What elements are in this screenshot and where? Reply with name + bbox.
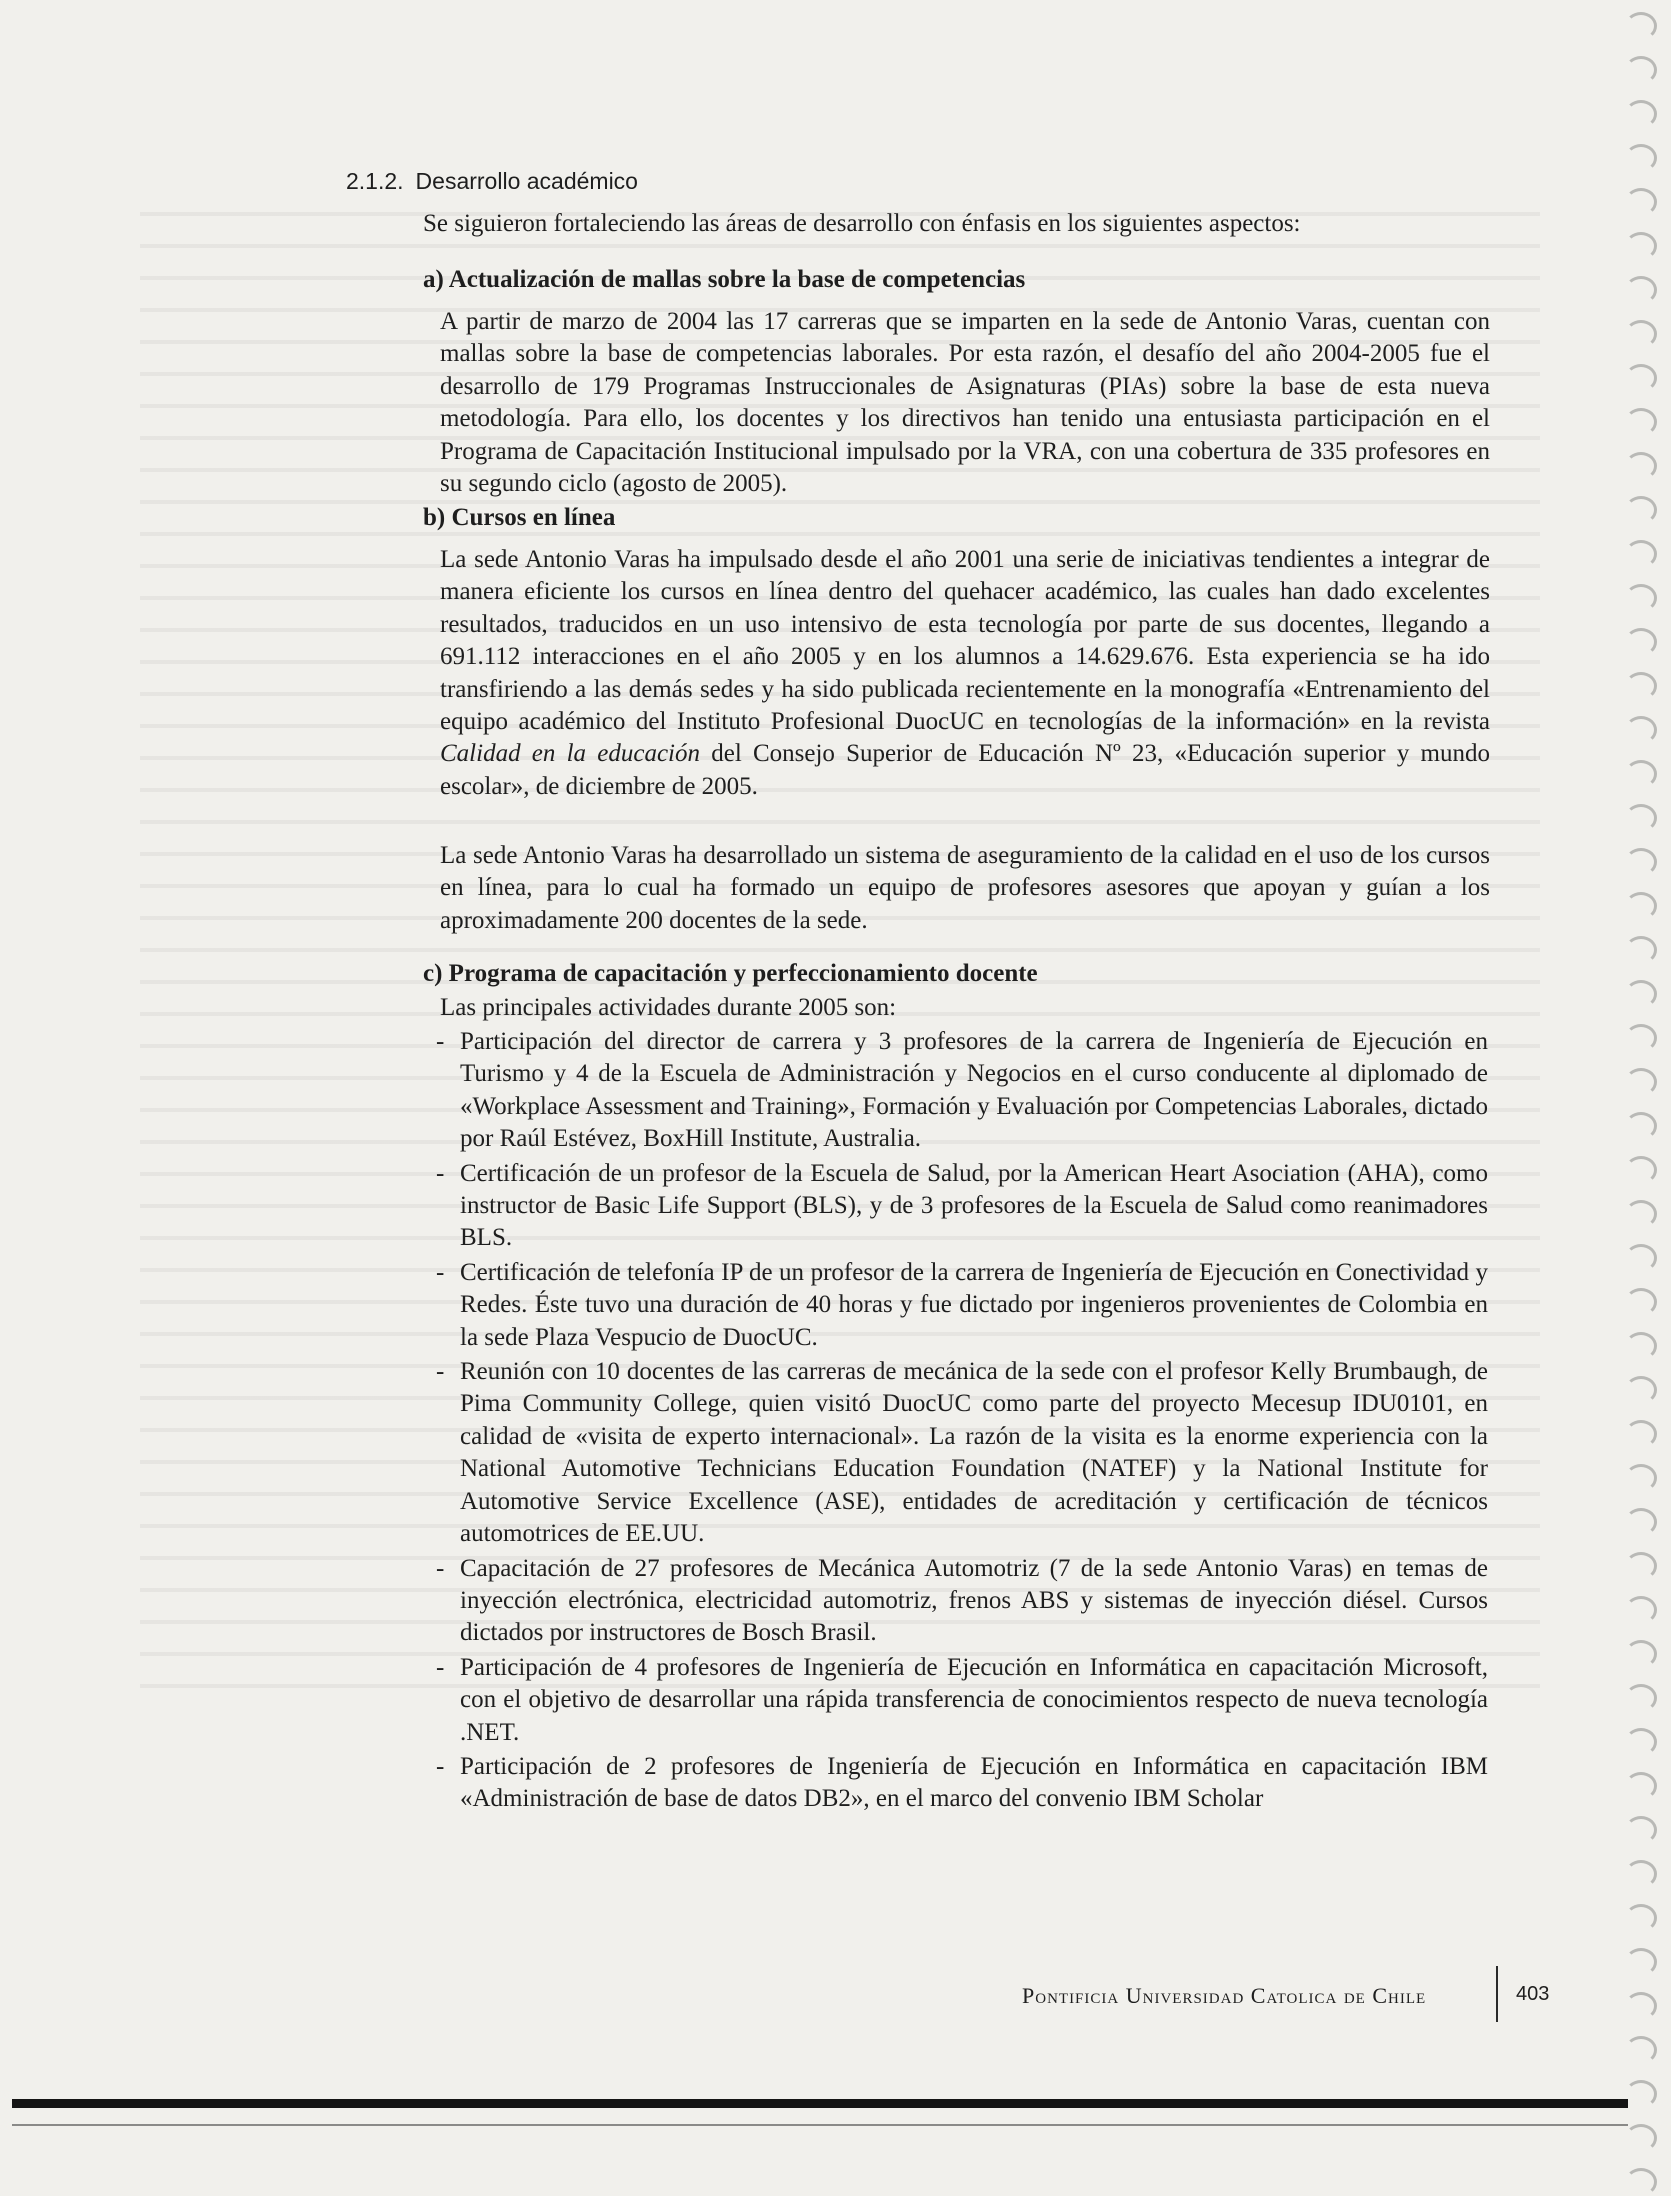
binding-ring: [1625, 1772, 1657, 1800]
journal-title: Calidad en la educación: [440, 740, 700, 768]
binding-ring: [1625, 1508, 1657, 1536]
binding-ring: [1625, 1860, 1657, 1888]
binding-ring: [1625, 1244, 1657, 1272]
binding-ring: [1625, 232, 1657, 260]
binding-ring: [1625, 188, 1657, 216]
binding-ring: [1625, 1904, 1657, 1932]
binding-ring: [1625, 2168, 1657, 2196]
binding-ring: [1625, 1024, 1657, 1052]
activities-lead: Las principales actividades durante 2005 son:: [440, 994, 897, 1021]
binding-ring: [1625, 672, 1657, 700]
paragraph-cursos-en-linea: [440, 544, 1490, 803]
binding-ring: [1625, 760, 1657, 788]
binding-ring: [1625, 936, 1657, 964]
section-heading: [346, 168, 638, 195]
binding-ring: [1625, 320, 1657, 348]
section-intro: Se siguieron fortaleciendo las áreas de desarrollo con énfasis en los siguientes aspectos:: [423, 210, 1301, 237]
bottom-rule: [12, 2099, 1628, 2108]
binding-ring: [1625, 100, 1657, 128]
paragraph-text: La sede Antonio Varas ha impulsado desde el año 2001 una serie de iniciativas tendientes a integrar de manera eficiente los cursos en línea dentro del quehacer académico, las cuales han dado excelentes resultados, traducidos en un uso intensivo de esta tecnología por parte de sus docentes, llegando a 691.112 interacciones en el año 2005 y en los alumnos a 14.629.676. Esta experiencia se ha ido transfiriendo a las demás sedes y ha sido publicada recientemente en la monografía «Entrenamiento del equipo académico del Instituto Profesional DuocUC en tecnologías de la información» en la revista: [440, 546, 1490, 736]
list-item: - Participación de 4 profesores de Ingeniería de Ejecución en Informática en capacitación Microsoft, con el objetivo de desarrollar una rápida transferencia de conocimientos respecto de nueva tecnología .NET.: [436, 1652, 1488, 1749]
binding-ring: [1625, 276, 1657, 304]
binding-ring: [1625, 1948, 1657, 1976]
footer-divider: [1496, 1966, 1498, 2022]
binding-ring: [1625, 584, 1657, 612]
binding-ring: [1625, 1596, 1657, 1624]
binding-ring: [1625, 452, 1657, 480]
binding-ring: [1625, 1992, 1657, 2020]
section-number: 2.1.2.: [346, 168, 404, 194]
binding-ring: [1625, 1684, 1657, 1712]
binding-ring: [1625, 1728, 1657, 1756]
section-title: Desarrollo académico: [415, 168, 638, 194]
binding-ring: [1625, 364, 1657, 392]
list-item: - Participación del director de carrera y 3 profesores de la carrera de Ingeniería de Ejecución en Turismo y 4 de la Escuela de Administración y Negocios en el curso conducente al diplomado de «Workplace Assessment and Training», Formación y Evaluación por Competencias Laborales, dictado por Raúl Estévez, BoxHill Institute, Australia.: [436, 1026, 1488, 1156]
binding-ring: [1625, 2080, 1657, 2108]
bottom-thin-rule: [12, 2124, 1628, 2126]
binding-ring: [1625, 804, 1657, 832]
binding-ring: [1625, 408, 1657, 436]
paragraph-aseguramiento: La sede Antonio Varas ha desarrollado un sistema de aseguramiento de la calidad en el uso de los cursos en línea, para lo cual ha formado un equipo de profesores asesores que apoyan y guían a los aproximadamente 200 docentes de la sede.: [440, 842, 1490, 934]
binding-ring: [1625, 1200, 1657, 1228]
binding-ring: [1625, 1464, 1657, 1492]
binding-ring: [1625, 1640, 1657, 1668]
binding-ring: [1625, 144, 1657, 172]
binding-ring: [1625, 628, 1657, 656]
binding-ring: [1625, 848, 1657, 876]
subsection-heading-b: b) Cursos en línea: [423, 504, 616, 531]
binding-ring: [1625, 1288, 1657, 1316]
binding-ring: [1625, 2036, 1657, 2064]
subsection-heading-a: a) Actualización de mallas sobre la base de competencias: [423, 266, 1026, 293]
binding-ring: [1625, 496, 1657, 524]
binding-ring: [1625, 1332, 1657, 1360]
paragraph-text: del Consejo Superior de Educación Nº 23, «Educación superior y mundo escolar», de diciembre de 2005.: [440, 740, 1490, 800]
binding-ring: [1625, 1420, 1657, 1448]
spiral-binding: [1619, 0, 1663, 2191]
paragraph-mallas: A partir de marzo de 2004 las 17 carreras que se imparten en la sede de Antonio Varas, cuentan con mallas sobre la base de competencias laborales. Por esta razón, el desafío del año 2004-2005 fue el desarrollo de 179 Programas Instruccionales de Asignaturas (PIAs) sobre la base de esta nueva metodología. Para ello, los docentes y los directivos han tenido una entusiasta participación en el Programa de Capacitación Institucional impulsado por la VRA, con una cobertura de 335 profesores en su segundo ciclo (agosto de 2005).: [440, 308, 1490, 498]
binding-ring: [1625, 980, 1657, 1008]
list-item: - Certificación de un profesor de la Escuela de Salud, por la American Heart Asociation (AHA), como instructor de Basic Life Support (BLS), y de 3 profesores de la Escuela de Salud como reanimadores BLS.: [436, 1158, 1488, 1255]
binding-ring: [1625, 12, 1657, 40]
list-item: - Capacitación de 27 profesores de Mecánica Automotriz (7 de la sede Antonio Varas) en temas de inyección electrónica, electricidad automotriz, frenos ABS y sistemas de inyección diésel. Cursos dictados por instructores de Bosch Brasil.: [436, 1553, 1488, 1650]
binding-ring: [1625, 1376, 1657, 1404]
binding-ring: [1625, 2124, 1657, 2152]
list-item: - Certificación de telefonía IP de un profesor de la carrera de Ingeniería de Ejecución en Conectividad y Redes. Éste tuvo una duración de 40 horas y fue dictado por ingenieros provenientes de Colombia en la sede Plaza Vespucio de DuocUC.: [436, 1257, 1488, 1354]
binding-ring: [1625, 716, 1657, 744]
binding-ring: [1625, 1816, 1657, 1844]
list-item: - Reunión con 10 docentes de las carreras de mecánica de la sede con el profesor Kelly Brumbaugh, de Pima Community College, quien visitó DuocUC como parte del proyecto Mecesup IDU0101, en calidad de «visita de experto internacional». La razón de la visita es la enorme experiencia con la National Automotive Technicians Education Foundation (NATEF) y la National Institute for Automotive Service Excellence (ASE), entidades de acreditación y certificación de técnicos automotrices de EE.UU.: [436, 1356, 1488, 1550]
binding-ring: [1625, 56, 1657, 84]
list-item: - Participación de 2 profesores de Ingeniería de Ejecución en Informática en capacitación IBM «Administración de base de datos DB2», en el marco del convenio IBM Scholar: [436, 1751, 1488, 1816]
page-number: 403: [1516, 1983, 1550, 2005]
subsection-heading-c: c) Programa de capacitación y perfeccionamiento docente: [423, 960, 1038, 987]
activities-list: [436, 1026, 1488, 1818]
binding-ring: [1625, 1068, 1657, 1096]
binding-ring: [1625, 1112, 1657, 1140]
footer-institution: Pontificia Universidad Catolica de Chile: [1022, 1983, 1427, 2008]
binding-ring: [1625, 1552, 1657, 1580]
binding-ring: [1625, 540, 1657, 568]
binding-ring: [1625, 1156, 1657, 1184]
binding-ring: [1625, 892, 1657, 920]
